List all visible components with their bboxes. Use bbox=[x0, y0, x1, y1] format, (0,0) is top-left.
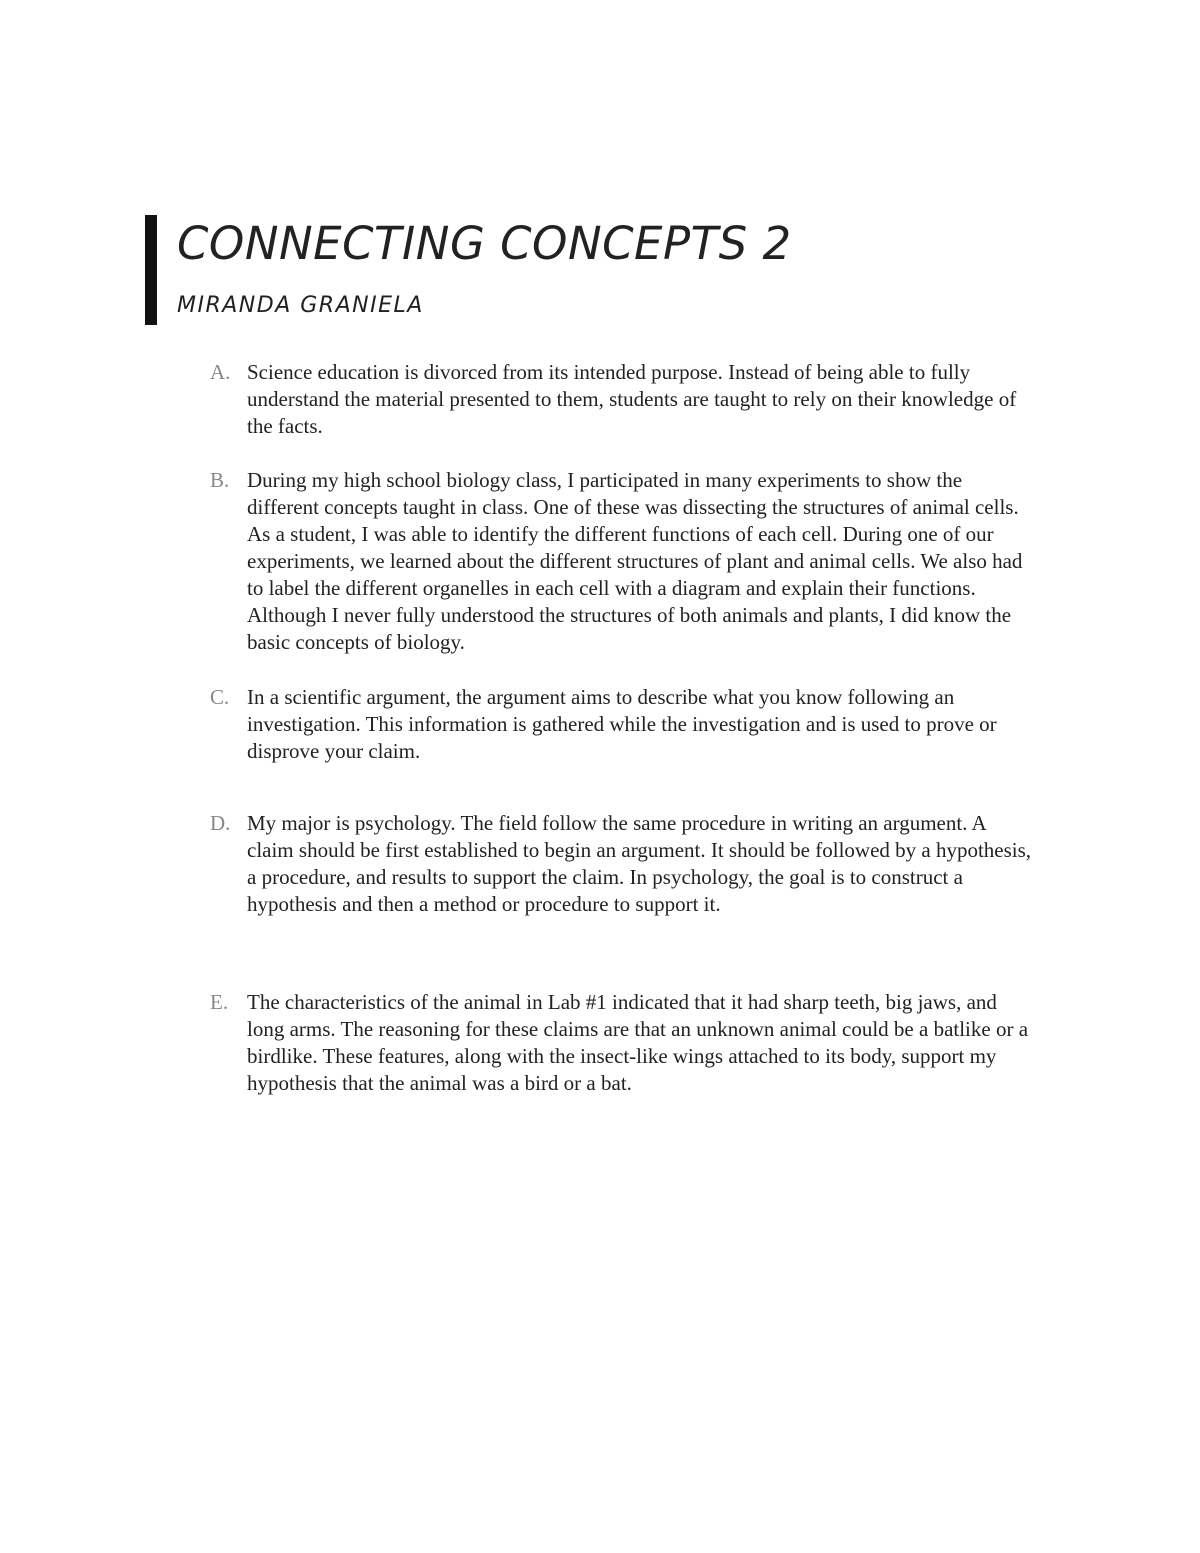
answer-text: In a scientific argument, the argument aims to describe what you know following an investigation. This information is gathered while the investigation and is used to prove or disprove your claim. bbox=[247, 685, 997, 763]
document-title: CONNECTING CONCEPTS 2 bbox=[177, 217, 792, 270]
answer-letter: D. bbox=[210, 811, 231, 835]
answer-letter: C. bbox=[210, 685, 230, 709]
answer-text: During my high school biology class, I participated in many experiments to show the different concepts taught in class. One of these was dissecting the structures of animal cells. As a student, I was able to identify the different functions of each cell. During one of our experiments, we learned about the different structures of plant and animal cells. We also had to label the different organelles in each cell with a diagram and explain their functions. Although I never fully understood the structures of both animals and plants, I did know the basic concepts of biology. bbox=[247, 468, 1023, 654]
answer-letter: E. bbox=[210, 990, 229, 1014]
title-accent-bar bbox=[145, 215, 157, 325]
document-author: MIRANDA GRANIELA bbox=[177, 293, 424, 318]
answer-text: My major is psychology. The field follow the same procedure in writing an argument. A claim should be first established to begin an argument. It should be followed by a hypothesis, a procedure, and results to support the claim. In psychology, the goal is to construct a hypothesis and then a method or procedure to support it. bbox=[247, 811, 1032, 916]
answer-letter: A. bbox=[210, 360, 231, 384]
answer-text: Science education is divorced from its intended purpose. Instead of being able to fully understand the material presented to them, students are taught to rely on their knowledge of the facts. bbox=[247, 360, 1017, 438]
answer-letter: B. bbox=[210, 468, 230, 492]
answer-text: The characteristics of the animal in Lab #1 indicated that it had sharp teeth, big jaws, and long arms. The reasoning for these claims are that an unknown animal could be a batlike or a birdlike. These features, along with the insect-like wings attached to its body, support my hypothesis that the animal was a bird or a bat. bbox=[247, 990, 1029, 1095]
